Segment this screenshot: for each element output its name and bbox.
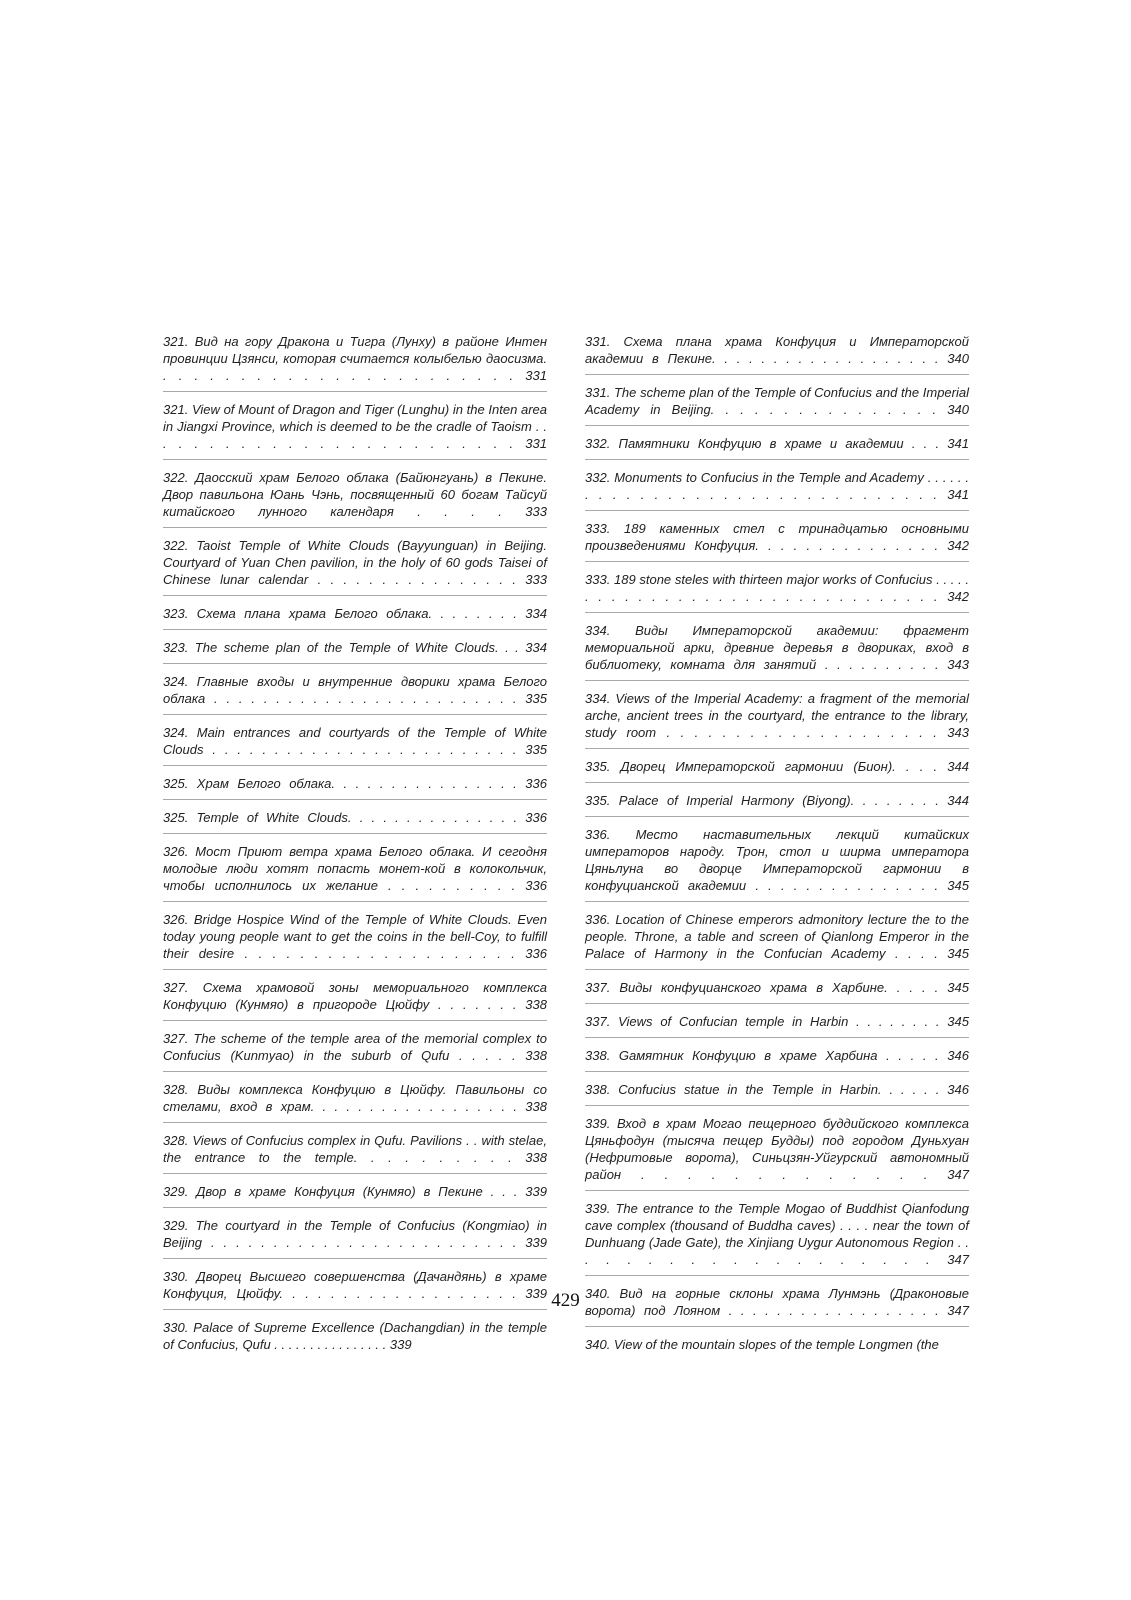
toc-entry: 322. Taoist Temple of White Clouds (Bayyunguan) in Beijing. Courtyard of Yuan Chen pavilion, in the holy of 60 gods Taisei of Chinese lunar calendar . . . . . . . . . . . . . . . . 333	[163, 537, 547, 596]
toc-entry: 328. Views of Confucius complex in Qufu. Pavilions . . with stelae, the entrance to the temple. . . . . . . . . . 338	[163, 1132, 547, 1174]
toc-right-column	[585, 333, 969, 1369]
toc-entry: 330. Palace of Supreme Excellence (Dachangdian) in the temple of Confucius, Qufu . . . . . . . . . . . . . . . . 339	[163, 1320, 547, 1352]
toc-entry: 329. The courtyard in the Temple of Confucius (Kongmiao) in Beijing . . . . . . . . . . . . . . . . . . . . . . . . . 339	[163, 1217, 547, 1259]
toc-entry: 335. Palace of Imperial Harmony (Biyong). . . . . . . . 344	[585, 792, 969, 817]
toc-entry: 321. View of Mount of Dragon and Tiger (Lunghu) in the Inten area in Jiangxi Province, which is deemed to be the cradle of Taoism . . . . . . . . . . . . . . . . . . . . . . . . . 331	[163, 401, 547, 460]
toc-entry: 322. Даосский храм Белого облака (Байюнгуань) в Пекине. Двор павильона Юань Чэнь, посвященный 60 богам Тайсуй китайского лунного календаря . . . . 333	[163, 469, 547, 528]
toc-entry: 334. Виды Императорской академии: фрагмент мемориальной арки, древние деревья в двориках, вход в библиотеку, комната для занятий . . . . . . . . . . 343	[585, 622, 969, 681]
toc-entry: 325. Храм Белого облака. . . . . . . . . . . . . . . . 336	[163, 775, 547, 800]
toc-entry: 326. Мост Приют ветра храма Белого облака. И сегодня молодые люди хотят попасть монет-кой в колокольчик, чтобы исполнилось их желание . . . . . . . . . . 336	[163, 843, 547, 902]
toc-entry: 337. Виды конфуцианского храма в Харбине. . . . . 345	[585, 979, 969, 1004]
toc-entry: 324. Главные входы и внутренние дворики храма Белого облака . . . . . . . . . . . . . . . . . . . . . . . . . 335	[163, 673, 547, 715]
toc-entry: 339. The entrance to the Temple Mogao of Buddhist Qianfodung cave complex (thousand of Buddha caves) . . . . near the town of Dunhuang (Jade Gate), the Xinjiang Uygur Autonomous Region . . . . . . . . . . . . . . . . . . . 347	[585, 1200, 969, 1276]
page-number: 429	[551, 1290, 580, 1311]
toc-entry: 327. The scheme of the temple area of the memorial complex to Confucius (Kunmyao) in the suburb of Qufu . . . . . 338	[163, 1030, 547, 1072]
toc-entry: 321. Вид на гору Дракона и Тигра (Лунху) в районе Интен провинции Цзянси, которая считается колыбелью даосизма. . . . . . . . . . . . . . . . . . . . . . . . 331	[163, 333, 547, 392]
toc-entry: 331. The scheme plan of the Temple of Confucius and the Imperial Academy in Beijing. . . . . . . . . . . . . . . . 340	[585, 384, 969, 426]
toc-entry: 328. Виды комплекса Конфуцию в Цюйфу. Павильоны со стелами, вход в храм. . . . . . . . . . . . . . . . . . 338	[163, 1081, 547, 1123]
toc-entry: 327. Схема храмовой зоны мемориального комплекса Конфуцию (Кунмяо) в пригороде Цюйфу . . . . . . . 338	[163, 979, 547, 1021]
toc-entry: 335. Дворец Императорской гармонии (Бион). . . . 344	[585, 758, 969, 783]
toc-entry: 340. Вид на горные склоны храма Лунмэнь (Драконовые ворота) под Лояном . . . . . . . . . . . . . . . . . . 347	[585, 1285, 969, 1327]
toc-entry: 337. Views of Confucian temple in Harbin . . . . . . . . 345	[585, 1013, 969, 1038]
toc-left-column	[163, 333, 547, 1369]
toc-entry: 334. Views of the Imperial Academy: a fragment of the memorial arche, ancient trees in the courtyard, the entrance to the library, study room . . . . . . . . . . . . . . . . . . . . 343	[585, 690, 969, 749]
toc-entry: 336. Место наставительных лекций китайских императоров народу. Трон, стол и ширма императора Цяньлуна во дворце Императорской гармонии в конфуцианской академии . . . . . . . . . . . . . . . 345	[585, 826, 969, 902]
toc-entry: 326. Bridge Hospice Wind of the Temple of White Clouds. Even today young people want to get the coins in the bell-Coy, to fulfill their desire . . . . . . . . . . . . . . . . . . . . 336	[163, 911, 547, 970]
toc-entry: 332. Памятники Конфуцию в храме и академии . . . 341	[585, 435, 969, 460]
toc-entry: 340. View of the mountain slopes of the temple Longmen (the	[585, 1337, 939, 1352]
toc-entry: 333. 189 каменных стел с тринадцатью основными произведениями Конфуция. . . . . . . . . . . . . . . 342	[585, 520, 969, 562]
toc-entry: 330. Дворец Высшего совершенства (Дачандянь) в храме Конфуция, Цюйфу. . . . . . . . . . . . . . . . . . . 339	[163, 1268, 547, 1310]
toc-entry: 339. Вход в храм Могао пещерного буддийского комплекса Цяньфодун (тысяча пещер Будды) под городом Дуньхуан (Нефритовые ворота), Синьцзян-Уйгурский автономный район . . . . . . . . . . . . . 347	[585, 1115, 969, 1191]
toc-entry: 333. 189 stone steles with thirteen major works of Confucius . . . . . . . . . . . . . . . . . . . . . . . . . . . . . . . . 342	[585, 571, 969, 613]
toc-entry: 325. Temple of White Clouds. . . . . . . . . . . . . . . 336	[163, 809, 547, 834]
toc-entry: 323. Схема плана храма Белого облака. . . . . . . . 334	[163, 605, 547, 630]
toc-entry: 331. Схема плана храма Конфуция и Императорской академии в Пекине. . . . . . . . . . . . . . . . . . . 340	[585, 333, 969, 375]
toc-entry: 324. Main entrances and courtyards of the Temple of White Clouds . . . . . . . . . . . . . . . . . . . . . . . . . 335	[163, 724, 547, 766]
toc-entry: 323. The scheme plan of the Temple of White Clouds. . . 334	[163, 639, 547, 664]
toc-entry: 329. Двор в храме Конфуция (Кунмяо) в Пекине . . . 339	[163, 1183, 547, 1208]
toc-entry: 332. Monuments to Confucius in the Temple and Academy . . . . . . . . . . . . . . . . . . . . . . . . . . . . . . . . 341	[585, 469, 969, 511]
toc-entry: 338. Gамятник Конфуцию в храме Харбина . . . . . 346	[585, 1047, 969, 1072]
toc-entry: 338. Confucius statue in the Temple in Harbin. . . . . . 346	[585, 1081, 969, 1106]
toc-entry: 336. Location of Chinese emperors admonitory lecture the to the people. Throne, a table and screen of Qianlong Emperor in the Palace of Harmony in the Confucian Academy . . . . 345	[585, 911, 969, 970]
